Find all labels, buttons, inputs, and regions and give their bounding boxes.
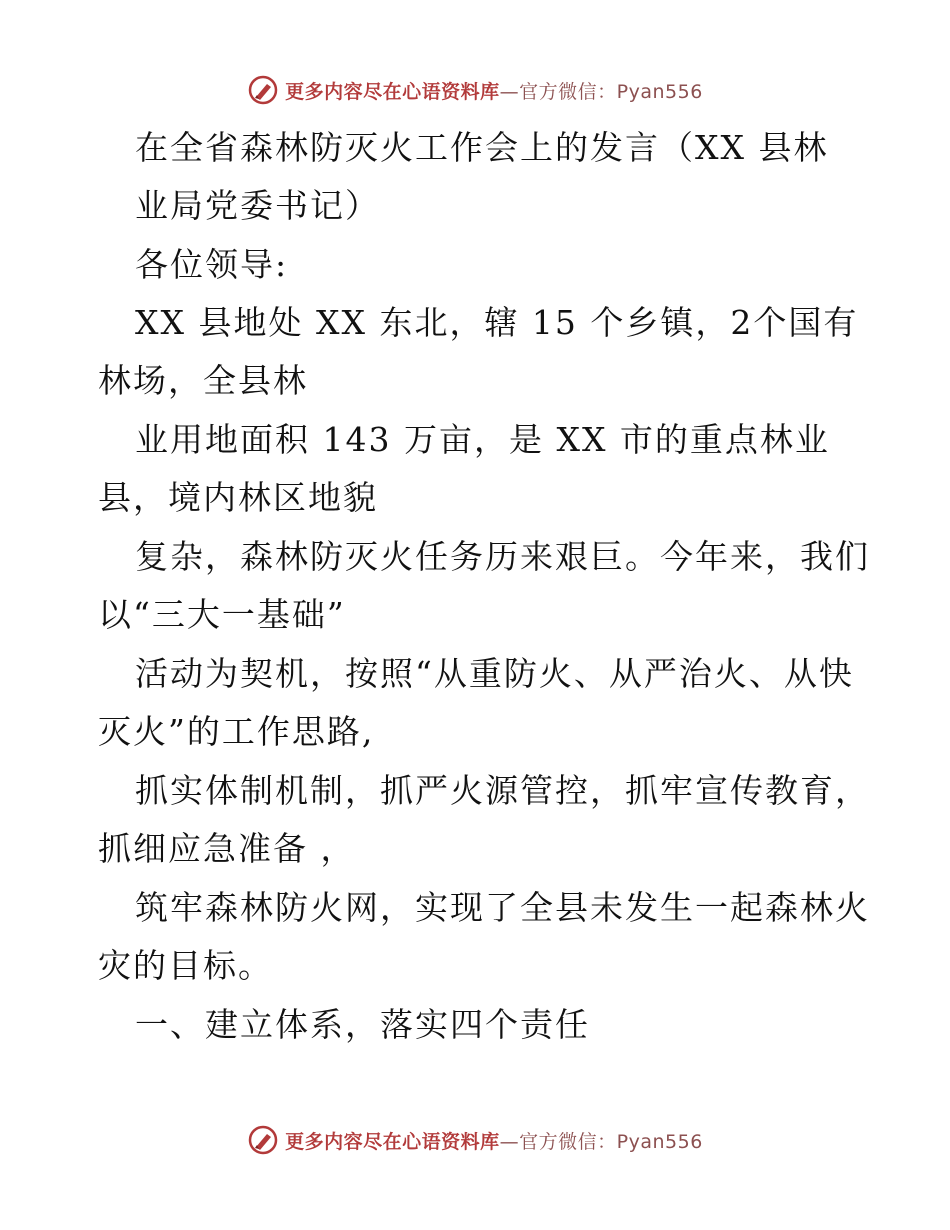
pen-seal-icon [247,1124,279,1156]
paragraph-line: 灾的目标。 [98,946,273,985]
paragraph-line: 抓实体制机制，抓严火源管控，抓牢宣传教育， [135,771,870,810]
salutation: 各位领导: [135,245,289,284]
paragraph-line: 灭火”的工作思路, [98,712,375,751]
doc-title-line-1: 在全省森林防灭火工作会上的发言（XX 县林 [135,128,829,167]
banner-wechat: —官方微信：Pyan556 [499,80,703,103]
banner-title: 更多内容尽在心语资料库 [285,80,500,103]
section-heading: 一、建立体系，落实四个责任 [135,1005,590,1044]
paragraph-line: 活动为契机，按照“从重防火、从严治火、从快 [135,654,854,693]
paragraph-line: 县，境内林区地貌 [98,478,378,517]
banner-title: 更多内容尽在心语资料库 [285,1130,500,1153]
paragraph-line: 林场，全县林 [98,361,308,400]
doc-title-line-2: 业局党委书记） [135,186,380,225]
paragraph-line: 复杂，森林防灭火任务历来艰巨。今年来，我们 [135,537,870,576]
paragraph-line: 抓细应急准备 ， [98,829,356,868]
footer-banner [0,1120,950,1160]
paragraph-line: 筑牢森林防火网，实现了全县未发生一起森林火 [135,888,870,927]
banner-wechat: —官方微信：Pyan556 [499,1130,703,1153]
paragraph-line: 业用地面积 143 万亩，是 XX 市的重点林业 [135,420,830,459]
paragraph-line: XX 县地处 XX 东北，辖 15 个乡镇，2个国有 [135,303,859,342]
paragraph-line: 以“三大一基础” [98,595,346,634]
